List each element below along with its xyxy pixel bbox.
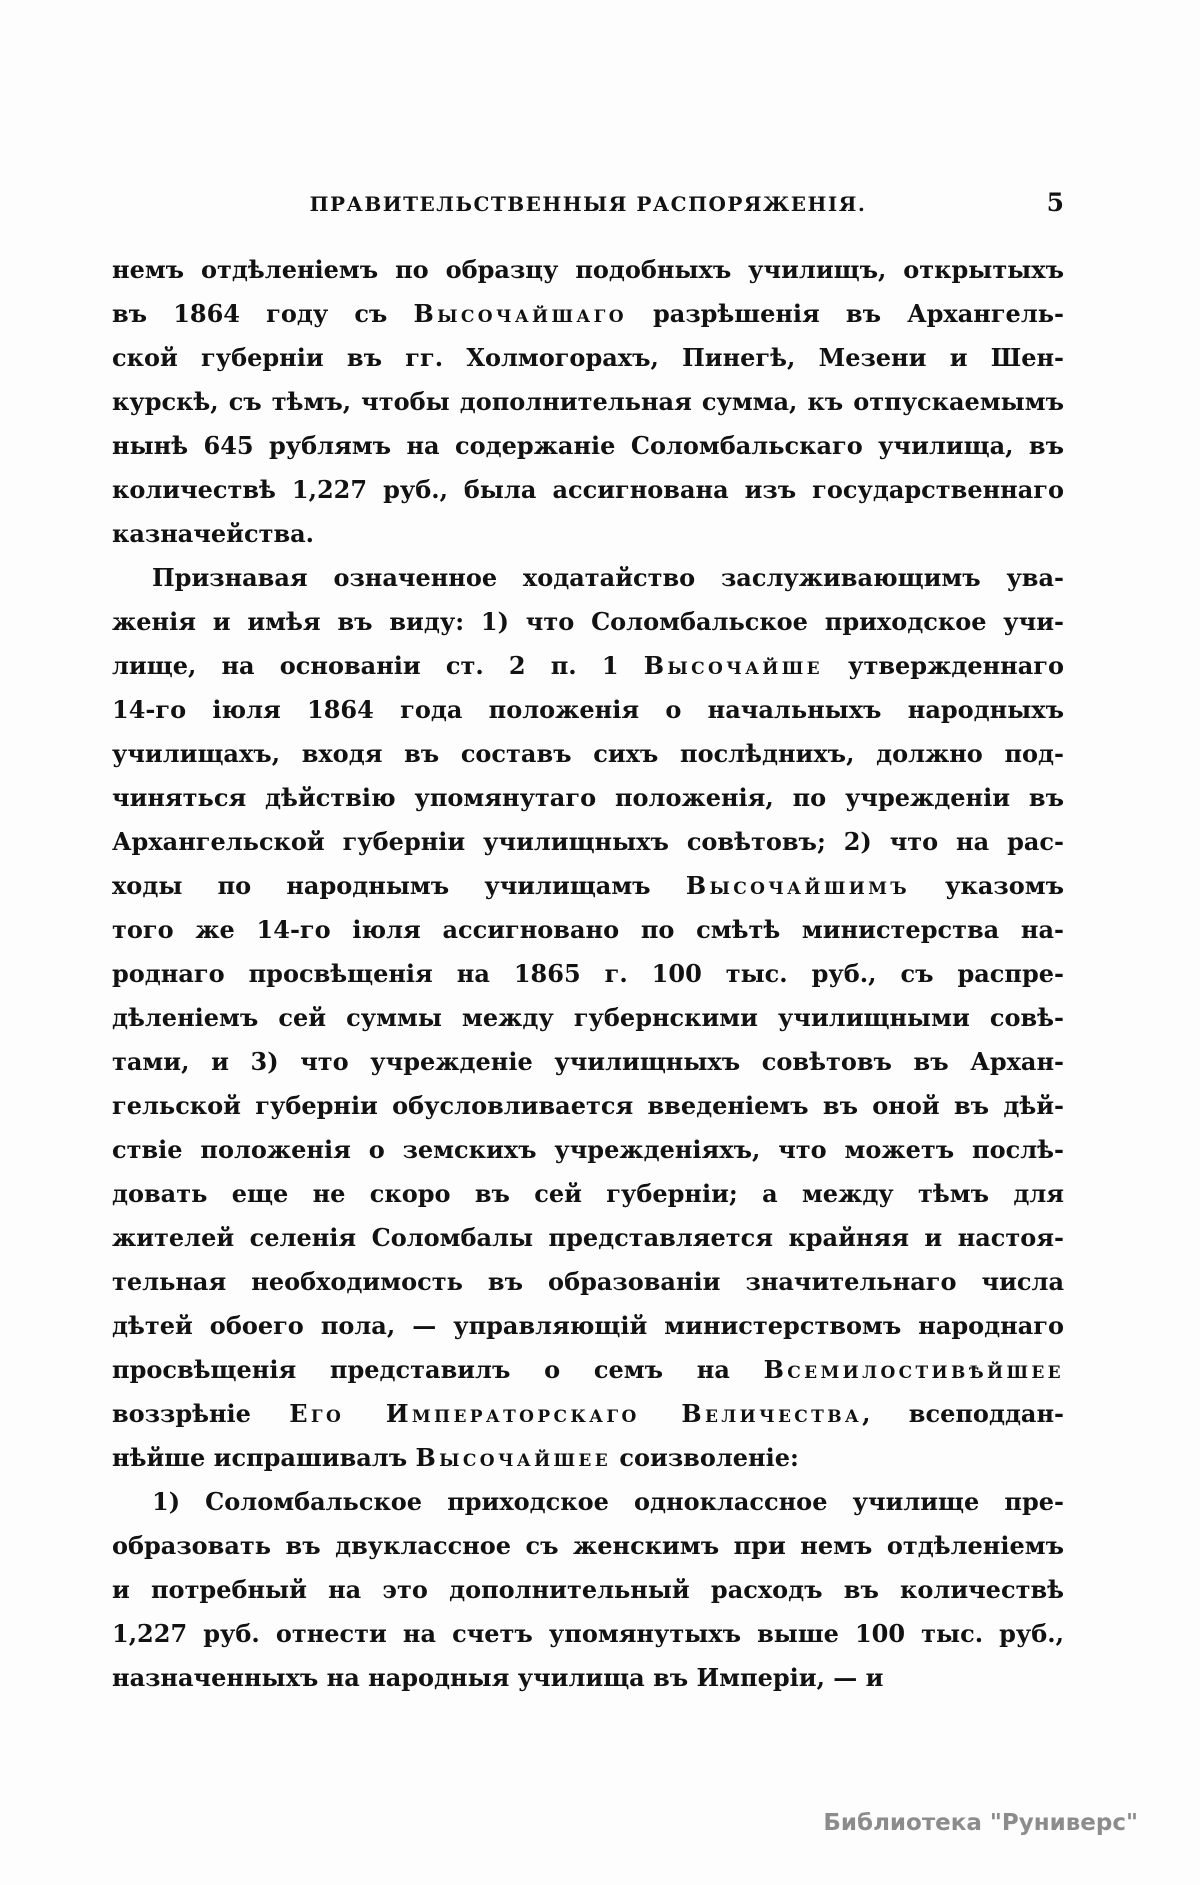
running-header-title: ПРАВИТЕЛЬСТВЕННЫЯ РАСПОРЯЖЕНІЯ. bbox=[309, 192, 867, 216]
text-line: дѣтей обоего пола, — управляющій министерствомъ народнаго bbox=[112, 1311, 1064, 1340]
emphasized-text: Его Императорскаго Величества bbox=[289, 1399, 863, 1428]
text-line: и потребный на это дополнительный расходъ въ количествѣ bbox=[112, 1575, 1064, 1604]
text-line: дѣленіемъ сей суммы между губернскими училищными совѣ- bbox=[112, 1003, 1064, 1032]
text-line: ходы по народнымъ училищамъ Высочайшимъ указомъ bbox=[112, 871, 1064, 900]
text-line: Признавая означенное ходатайство заслуживающимъ ува- bbox=[152, 563, 1064, 592]
emphasized-text: Высочайше bbox=[643, 651, 823, 680]
emphasized-text: Высочайшее bbox=[415, 1443, 612, 1472]
emphasized-text: Высочайшимъ bbox=[685, 871, 910, 900]
text-line: гельской губерніи обусловливается введеніемъ въ оной въ дѣй- bbox=[112, 1091, 1064, 1120]
emphasized-text: Высочайшаго bbox=[413, 299, 627, 328]
text-line: тельная необходимость въ образованіи значительнаго числа bbox=[112, 1267, 1064, 1296]
text-line: 1,227 руб. отнести на счетъ упомянутыхъ выше 100 тыс. руб., bbox=[112, 1619, 1064, 1648]
text-line: количествѣ 1,227 руб., была ассигнована изъ государственнаго bbox=[112, 475, 1064, 504]
text-line: роднаго просвѣщенія на 1865 г. 100 тыс. руб., съ распре- bbox=[112, 959, 1064, 988]
library-watermark: Библиотека "Руниверс" bbox=[823, 1810, 1138, 1836]
text-line: тами, и 3) что учрежденіе училищныхъ совѣтовъ въ Архан- bbox=[112, 1047, 1064, 1076]
emphasized-text: Всемилостивѣйшее bbox=[763, 1355, 1064, 1384]
text-line: курскѣ, съ тѣмъ, чтобы дополнительная сумма, къ отпускаемымъ bbox=[112, 387, 1064, 416]
text-line: въ 1864 году съ Высочайшаго разрѣшенія въ Архангель- bbox=[112, 299, 1065, 328]
text-line: немъ отдѣленіемъ по образцу подобныхъ училищъ, открытыхъ bbox=[112, 255, 1064, 284]
text-line: того же 14-го іюля ассигновано по смѣтѣ министерства на- bbox=[112, 915, 1064, 944]
text-line: жителей селенія Соломбалы представляется крайняя и настоя- bbox=[112, 1223, 1064, 1252]
text-line: назначенныхъ на народныя училища въ Имперіи, — и bbox=[112, 1663, 884, 1692]
text-line: образовать въ двуклассное съ женскимъ при немъ отдѣленіемъ bbox=[112, 1531, 1064, 1560]
running-header bbox=[112, 188, 1064, 217]
text-line: воззрѣніе Его Императорскаго Величества, всеподдан- bbox=[112, 1399, 1065, 1428]
text-line: 14-го іюля 1864 года положенія о начальныхъ народныхъ bbox=[112, 695, 1064, 724]
text-line: чиняться дѣйствію упомянутаго положенія, по учрежденіи въ bbox=[112, 783, 1064, 812]
text-line: довать еще не скоро въ сей губерніи; а между тѣмъ для bbox=[112, 1179, 1064, 1208]
text-line: просвѣщенія представилъ о семъ на Всемилостивѣйшее bbox=[112, 1355, 1064, 1384]
page-number: 5 bbox=[1046, 188, 1064, 217]
text-line: нѣйше испрашивалъ Высочайшее соизволеніе: bbox=[112, 1443, 799, 1472]
text-line: ской губерніи въ гг. Холмогорахъ, Пинегѣ, Мезени и Шен- bbox=[112, 343, 1064, 372]
text-line: лище, на основаніи ст. 2 п. 1 Высочайше утвержденнаго bbox=[112, 651, 1064, 680]
text-line: женія и имѣя въ виду: 1) что Соломбальское приходское учи- bbox=[112, 607, 1064, 636]
paragraph bbox=[112, 248, 1064, 556]
text-line: казначейства. bbox=[112, 519, 315, 548]
text-line: ствіе положенія о земскихъ учрежденіяхъ, что можетъ послѣ- bbox=[112, 1135, 1064, 1164]
text-line: 1) Соломбальское приходское одноклассное училище пре- bbox=[152, 1487, 1064, 1516]
paragraph bbox=[112, 1480, 1064, 1700]
text-line: Архангельской губерніи училищныхъ совѣтовъ; 2) что на рас- bbox=[112, 827, 1064, 856]
text-line: училищахъ, входя въ составъ сихъ послѣднихъ, должно под- bbox=[112, 739, 1064, 768]
paragraph bbox=[112, 556, 1064, 1480]
page-text bbox=[112, 248, 1064, 1700]
text-line: нынѣ 645 рублямъ на содержаніе Соломбальскаго училища, въ bbox=[112, 431, 1064, 460]
